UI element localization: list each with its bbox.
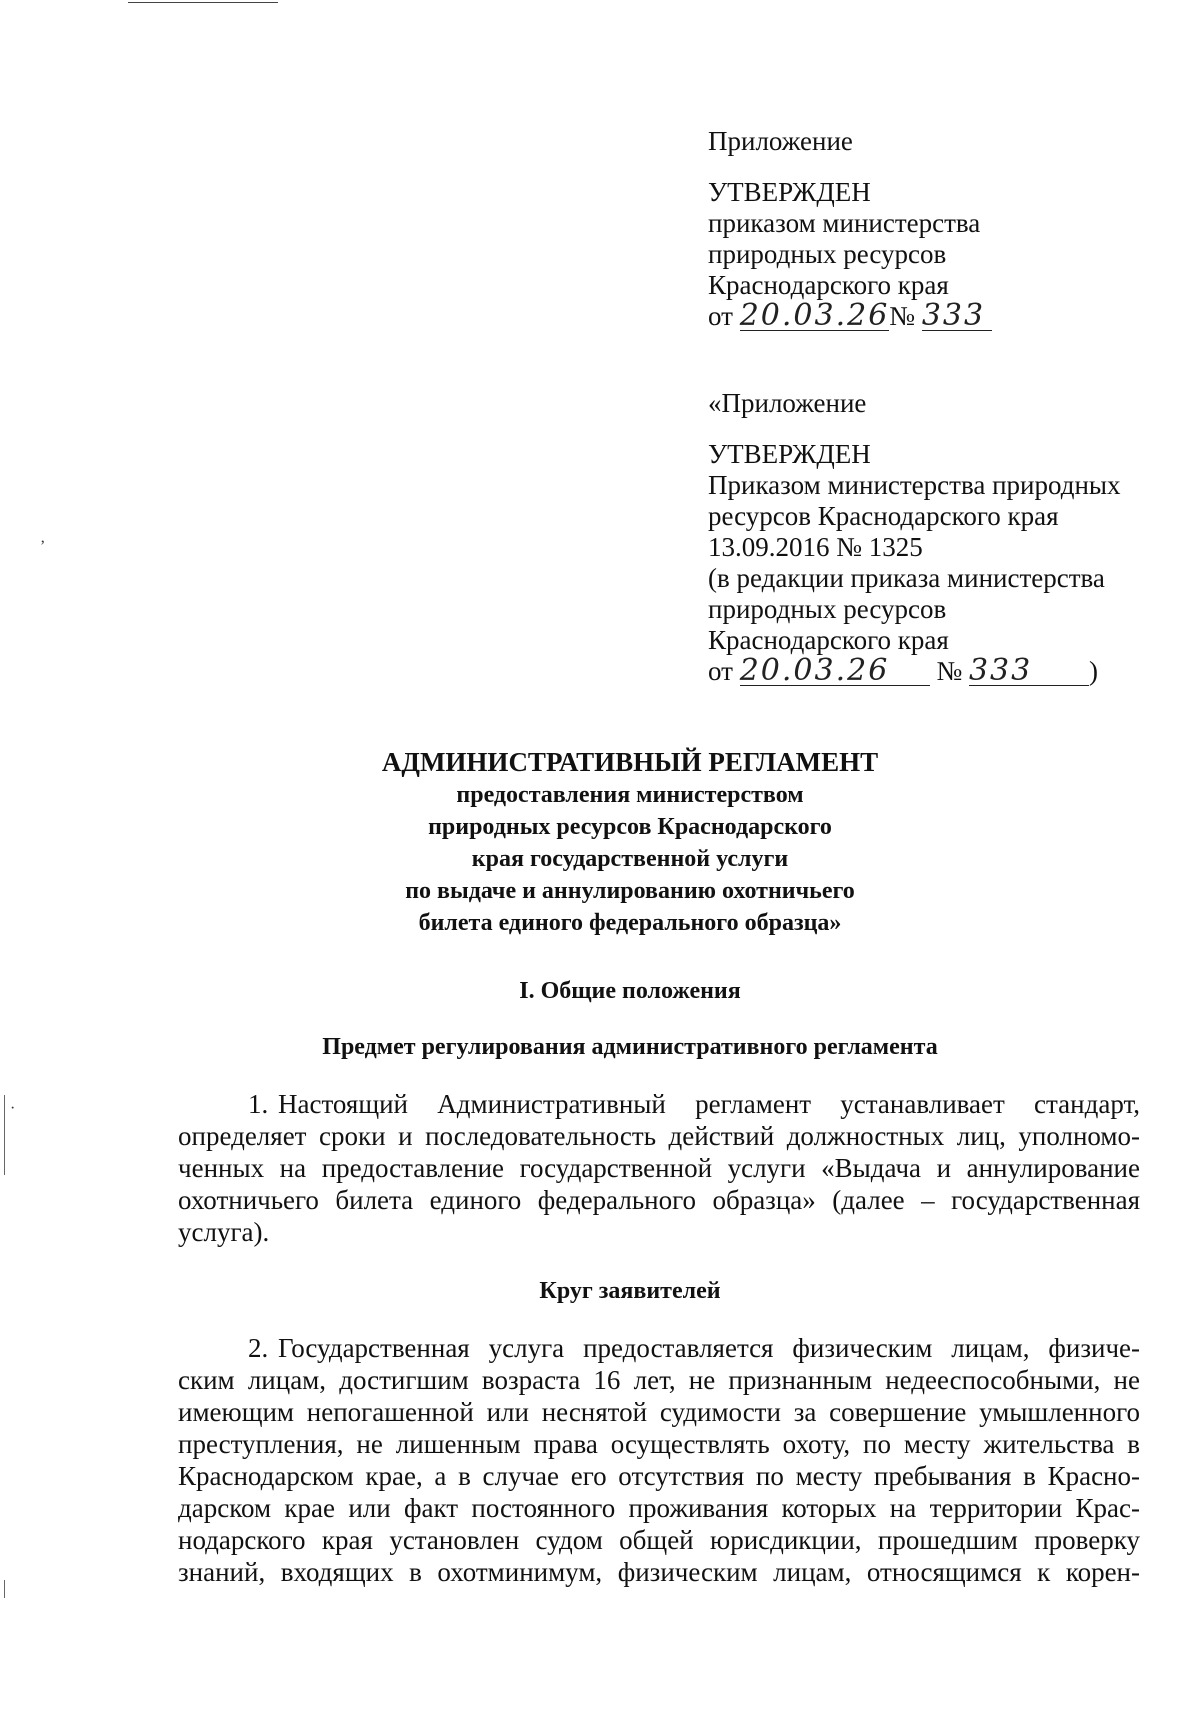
approval-block-1 (708, 126, 992, 332)
handwritten-date: 20.03.26 (740, 657, 930, 686)
paragraph-line: 1. Настоящий Административный регламент устанавливает стандарт, (178, 1088, 1140, 1120)
scan-artifact: ’ (40, 538, 46, 555)
handwritten-number: 333 (969, 657, 1089, 686)
paragraph-line: преступления, не лишенным права осуществлять охоту, по месту жительства в (178, 1429, 1140, 1459)
approval-line: природных ресурсов (708, 594, 947, 624)
paragraph-line: 2. Государственная услуга предоставляется физическим лицам, физиче- (178, 1332, 1140, 1364)
appendix-label: Приложение (708, 126, 853, 156)
number-prefix: № (936, 656, 963, 686)
approval-line: Краснодарского края (708, 270, 949, 300)
handwritten-number: 333 (922, 302, 992, 331)
closing-bracket: ) (1088, 656, 1098, 686)
approval-line: природных ресурсов (708, 239, 947, 269)
paragraph-line: определяет сроки и последовательность действий должностных лиц, уполномо- (178, 1121, 1140, 1151)
approved-label: УТВЕРЖДЕН (708, 439, 871, 469)
paragraph-number: 2. (248, 1333, 269, 1363)
margin-line (4, 1095, 5, 1175)
paragraph-line: ским лицам, достигшим возраста 16 лет, не признанным недееспособными, не (178, 1365, 1140, 1395)
paragraph-line: имеющим непогашенной или неснятой судимости за совершение умышленного (178, 1397, 1140, 1427)
approval-line: Краснодарского края (708, 625, 949, 655)
section-subheading: Круг заявителей (539, 1278, 721, 1304)
paragraph-line: нодарского края установлен судом общей юрисдикции, прошедшим проверку (178, 1525, 1140, 1555)
document-title (170, 746, 1090, 939)
top-rule (128, 2, 278, 3)
title-main: АДМИНИСТРАТИВНЫЙ РЕГЛАМЕНТ (381, 747, 879, 777)
approval-line: (в редакции приказа министерства (708, 563, 1105, 593)
paragraph-line: дарском крае или факт постоянного проживания которых на территории Крас- (178, 1493, 1140, 1523)
paragraph-2 (178, 1332, 1140, 1588)
number-prefix: № (889, 301, 916, 331)
title-line: природных ресурсов Краснодарского (428, 814, 832, 840)
approval-line: 13.09.2016 № 1325 (708, 532, 923, 562)
scan-artifact: · (10, 1100, 16, 1117)
section-heading: I. Общие положения (519, 978, 741, 1004)
approved-label: УТВЕРЖДЕН (708, 177, 871, 207)
approval-line: ресурсов Краснодарского края (708, 501, 1059, 531)
date-prefix: от (708, 656, 733, 686)
title-line: края государственной услуги (471, 846, 789, 872)
approval-block-2 (708, 388, 1121, 687)
title-line: по выдаче и аннулированию охотничьего (405, 878, 855, 904)
paragraph-line: знаний, входящих в охотминимум, физическим лицам, относящимся к корен- (178, 1557, 1140, 1587)
paragraph-number: 1. (248, 1089, 269, 1119)
paragraph-line: Краснодарском крае, а в случае его отсутствия по месту пребывания в Красно- (178, 1461, 1140, 1491)
date-prefix: от (708, 301, 733, 331)
appendix-label: «Приложение (708, 388, 867, 418)
approval-date-line (708, 298, 992, 333)
title-line: предоставления министерством (456, 782, 804, 808)
paragraph-1 (178, 1088, 1140, 1248)
paragraph-line: охотничьего билета единого федерального образца» (далее – государственная (178, 1185, 1140, 1215)
approval-line: приказом министерства (708, 208, 981, 238)
paragraph-line: ченных на предоставление государственной услуги «Выдача и аннулирование (178, 1153, 1140, 1183)
approval-date-line (708, 653, 1121, 688)
title-line: билета единого федерального образца» (418, 910, 842, 936)
margin-line (4, 1580, 5, 1598)
section-subheading: Предмет регулирования административного регламента (322, 1034, 938, 1060)
approval-line: Приказом министерства природных (708, 470, 1121, 500)
paragraph-line: услуга). (178, 1217, 270, 1247)
handwritten-date: 20.03.26 (739, 298, 890, 333)
